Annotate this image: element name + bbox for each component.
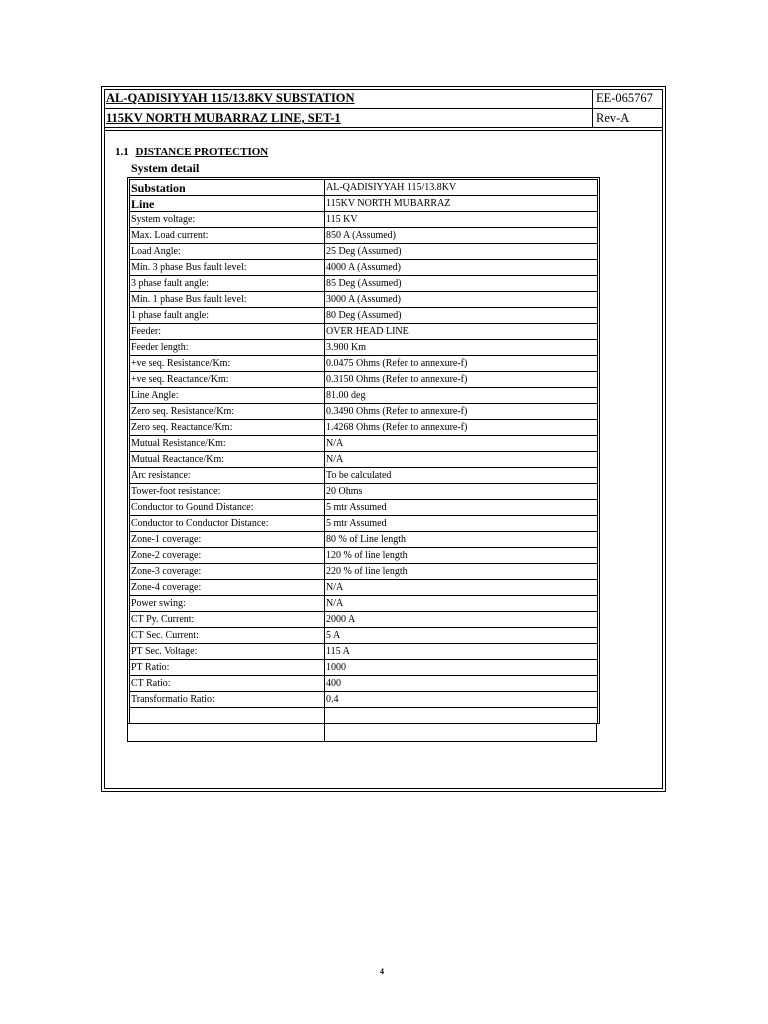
row-value: 0.0475 Ohms (Refer to annexure-f) (325, 356, 598, 372)
table-row (130, 660, 598, 676)
table-row (130, 420, 598, 436)
row-value: 85 Deg (Assumed) (325, 276, 598, 292)
row-label: Conductor to Conductor Distance: (130, 516, 325, 532)
table-row (130, 564, 598, 580)
table-row (130, 244, 598, 260)
table-row (130, 404, 598, 420)
row-value: To be calculated (325, 468, 598, 484)
row-value: N/A (325, 580, 598, 596)
row-label: Mutual Resistance/Km: (130, 436, 325, 452)
section-subtitle: System detail (131, 161, 200, 175)
row-label: +ve seq. Resistance/Km: (130, 356, 325, 372)
row-label: Min. 3 phase Bus fault level: (130, 260, 325, 276)
row-value: 220 % of line length (325, 564, 598, 580)
table-row (130, 308, 598, 324)
table-row (130, 628, 598, 644)
table-row (130, 708, 598, 724)
row-label: CT Sec. Current: (130, 628, 325, 644)
row-label: Transformatio Ratio: (130, 692, 325, 708)
revision: Rev-A (596, 111, 630, 125)
row-value: 850 A (Assumed) (325, 228, 598, 244)
row-label: Zero seq. Reactance/Km: (130, 420, 325, 436)
row-value: 80 % of Line length (325, 532, 598, 548)
row-value: 20 Ohms (325, 484, 598, 500)
table-row (130, 196, 598, 212)
table-row (130, 548, 598, 564)
row-label: Mutual Reactance/Km: (130, 452, 325, 468)
row-label: PT Ratio: (130, 660, 325, 676)
section-heading (115, 146, 268, 158)
table-row (130, 596, 598, 612)
table-row (130, 692, 598, 708)
header-divider-2 (104, 127, 663, 128)
table-row (130, 276, 598, 292)
row-value: 1.4268 Ohms (Refer to annexure-f) (325, 420, 598, 436)
row-value: 5 A (325, 628, 598, 644)
table-extra-row-divider (324, 724, 325, 741)
page-number: 4 (380, 967, 384, 976)
row-label: Tower-foot resistance: (130, 484, 325, 500)
row-value: AL-QADISIYYAH 115/13.8KV (325, 180, 598, 196)
row-label: Zone-4 coverage: (130, 580, 325, 596)
table-row (130, 644, 598, 660)
header-divider-1 (104, 108, 663, 109)
row-label: Zone-2 coverage: (130, 548, 325, 564)
row-label: Conductor to Gound Distance: (130, 500, 325, 516)
row-value: 3000 A (Assumed) (325, 292, 598, 308)
doc-number: EE-065767 (596, 91, 653, 105)
row-value: 25 Deg (Assumed) (325, 244, 598, 260)
table-row (130, 580, 598, 596)
header-title-line2: 115KV NORTH MUBARRAZ LINE, SET-1 (106, 111, 341, 125)
row-label: Load Angle: (130, 244, 325, 260)
table-row (130, 516, 598, 532)
row-label: +ve seq. Reactance/Km: (130, 372, 325, 388)
row-value: N/A (325, 452, 598, 468)
row-value: 1000 (325, 660, 598, 676)
row-value: 5 mtr Assumed (325, 500, 598, 516)
row-label: Feeder length: (130, 340, 325, 356)
row-label: Line Angle: (130, 388, 325, 404)
row-value (325, 708, 598, 724)
table-row (130, 500, 598, 516)
row-value: 80 Deg (Assumed) (325, 308, 598, 324)
table-row (130, 436, 598, 452)
table-row (130, 228, 598, 244)
table-row (130, 676, 598, 692)
row-value: 0.3490 Ohms (Refer to annexure-f) (325, 404, 598, 420)
row-label: Feeder: (130, 324, 325, 340)
row-value: 0.3150 Ohms (Refer to annexure-f) (325, 372, 598, 388)
row-value: 115KV NORTH MUBARRAZ (325, 196, 598, 212)
row-value: 120 % of line length (325, 548, 598, 564)
table-row (130, 292, 598, 308)
row-label: Arc resistance: (130, 468, 325, 484)
table-row (130, 324, 598, 340)
row-value: 3.900 Km (325, 340, 598, 356)
header-column-divider (592, 89, 593, 128)
row-label: Zone-3 coverage: (130, 564, 325, 580)
row-label: Zone-1 coverage: (130, 532, 325, 548)
row-label: CT Py. Current: (130, 612, 325, 628)
table-extra-row (127, 724, 597, 742)
row-value: 0.4 (325, 692, 598, 708)
system-detail-table (129, 179, 598, 724)
table-row (130, 356, 598, 372)
table-row (130, 468, 598, 484)
row-label (130, 708, 325, 724)
table-row (130, 372, 598, 388)
row-label: 3 phase fault angle: (130, 276, 325, 292)
header-title-line1: AL-QADISIYYAH 115/13.8KV SUBSTATION (106, 91, 355, 105)
table-row (130, 260, 598, 276)
row-value: OVER HEAD LINE (325, 324, 598, 340)
table-row (130, 180, 598, 196)
row-value: 115 KV (325, 212, 598, 228)
row-label: PT Sec. Voltage: (130, 644, 325, 660)
row-value: 5 mtr Assumed (325, 516, 598, 532)
row-value: 115 A (325, 644, 598, 660)
row-label: CT Ratio: (130, 676, 325, 692)
row-value: 400 (325, 676, 598, 692)
row-value: 81.00 deg (325, 388, 598, 404)
row-label: 1 phase fault angle: (130, 308, 325, 324)
section-title: DISTANCE PROTECTION (135, 146, 269, 158)
table-row (130, 212, 598, 228)
table-row (130, 388, 598, 404)
row-label: Substation (130, 180, 325, 196)
table-row (130, 484, 598, 500)
table-row (130, 340, 598, 356)
header-divider-3 (104, 130, 663, 131)
row-label: Power swing: (130, 596, 325, 612)
row-value: N/A (325, 596, 598, 612)
row-value: N/A (325, 436, 598, 452)
row-label: System voltage: (130, 212, 325, 228)
row-label: Zero seq. Resistance/Km: (130, 404, 325, 420)
row-value: 2000 A (325, 612, 598, 628)
row-label: Min. 1 phase Bus fault level: (130, 292, 325, 308)
row-value: 4000 A (Assumed) (325, 260, 598, 276)
row-label: Max. Load current: (130, 228, 325, 244)
table-row (130, 452, 598, 468)
section-number: 1.1 (115, 146, 129, 158)
table-row (130, 532, 598, 548)
row-label: Line (130, 196, 325, 212)
table-row (130, 612, 598, 628)
